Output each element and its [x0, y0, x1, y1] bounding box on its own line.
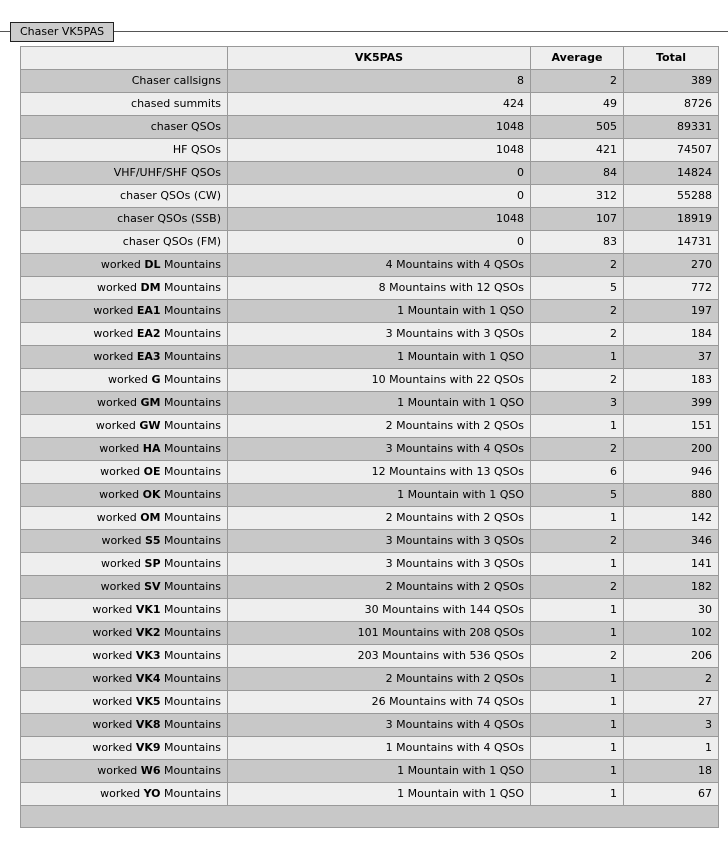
- row-callsign-prefix: DM: [140, 281, 161, 294]
- row-label-suffix: Mountains: [160, 373, 221, 386]
- row-label-suffix: Mountains: [160, 488, 221, 501]
- row-value-average: 84: [531, 162, 624, 185]
- header-empty-cell: [21, 47, 228, 70]
- row-value-total: 200: [624, 438, 719, 461]
- row-value-vk5pas: 1 Mountain with 1 QSO: [228, 392, 531, 415]
- row-label-suffix: Mountains: [160, 557, 221, 570]
- row-label-suffix: Mountains: [160, 764, 221, 777]
- row-label-text: worked: [93, 350, 137, 363]
- row-value-vk5pas: 8 Mountains with 12 QSOs: [228, 277, 531, 300]
- row-label: [21, 530, 228, 553]
- row-label: [21, 231, 228, 254]
- row-callsign-prefix: VK5: [135, 695, 161, 708]
- row-value-total: 182: [624, 576, 719, 599]
- row-value-average: 1: [531, 737, 624, 760]
- row-label: [21, 668, 228, 691]
- row-callsign-prefix: SV: [144, 580, 161, 593]
- table-row: [21, 507, 719, 530]
- row-label: [21, 599, 228, 622]
- row-value-vk5pas: 0: [228, 162, 531, 185]
- row-label-text: worked: [92, 741, 136, 754]
- row-callsign-prefix: VK4: [135, 672, 161, 685]
- row-label-text: worked: [97, 764, 141, 777]
- row-label-text: worked: [92, 649, 136, 662]
- row-value-average: 2: [531, 576, 624, 599]
- row-label: [21, 553, 228, 576]
- row-value-average: 1: [531, 553, 624, 576]
- row-label-suffix: Mountains: [160, 396, 221, 409]
- row-value-total: 102: [624, 622, 719, 645]
- table-row: [21, 208, 719, 231]
- row-label: [21, 461, 228, 484]
- row-value-vk5pas: 1 Mountain with 1 QSO: [228, 300, 531, 323]
- row-label: [21, 438, 228, 461]
- row-callsign-prefix: SP: [144, 557, 161, 570]
- row-value-vk5pas: 30 Mountains with 144 QSOs: [228, 599, 531, 622]
- row-value-total: 37: [624, 346, 719, 369]
- row-label-text: worked: [100, 580, 145, 593]
- row-callsign-prefix: EA1: [136, 304, 161, 317]
- row-value-total: 18: [624, 760, 719, 783]
- table-row: [21, 530, 719, 553]
- row-value-vk5pas: 1 Mountain with 1 QSO: [228, 484, 531, 507]
- row-label-suffix: Mountains: [160, 626, 221, 639]
- row-label-suffix: Mountains: [160, 465, 221, 478]
- row-value-vk5pas: 3 Mountains with 4 QSOs: [228, 438, 531, 461]
- row-label-text: worked: [95, 419, 140, 432]
- header-row: [21, 47, 719, 70]
- row-label: [21, 208, 228, 231]
- row-label-text: worked: [99, 488, 143, 501]
- row-label: [21, 369, 228, 392]
- row-label-suffix: Mountains: [160, 718, 221, 731]
- row-callsign-prefix: OE: [143, 465, 161, 478]
- row-label: [21, 415, 228, 438]
- row-label-suffix: Mountains: [160, 281, 221, 294]
- table-row: [21, 254, 719, 277]
- row-value-total: 89331: [624, 116, 719, 139]
- row-label: [21, 622, 228, 645]
- row-label: [21, 714, 228, 737]
- row-value-vk5pas: 2 Mountains with 2 QSOs: [228, 576, 531, 599]
- row-label-text: worked: [92, 603, 136, 616]
- row-value-total: 27: [624, 691, 719, 714]
- row-label: [21, 93, 228, 116]
- row-value-total: 14824: [624, 162, 719, 185]
- table-row: [21, 622, 719, 645]
- row-value-average: 1: [531, 714, 624, 737]
- table-row: [21, 323, 719, 346]
- row-value-total: 1: [624, 737, 719, 760]
- row-value-vk5pas: 0: [228, 185, 531, 208]
- row-callsign-prefix: HA: [142, 442, 161, 455]
- row-label-suffix: Mountains: [160, 603, 221, 616]
- row-value-vk5pas: 1 Mountain with 1 QSO: [228, 346, 531, 369]
- row-value-total: 74507: [624, 139, 719, 162]
- row-value-average: 49: [531, 93, 624, 116]
- row-value-vk5pas: 2 Mountains with 2 QSOs: [228, 415, 531, 438]
- row-value-vk5pas: 2 Mountains with 2 QSOs: [228, 668, 531, 691]
- row-label-suffix: Mountains: [160, 741, 221, 754]
- row-label-text: worked: [92, 672, 136, 685]
- row-value-average: 2: [531, 323, 624, 346]
- row-label: [21, 185, 228, 208]
- table-row: [21, 70, 719, 93]
- footer-cell: [21, 806, 719, 828]
- row-value-vk5pas: 0: [228, 231, 531, 254]
- table-row: [21, 231, 719, 254]
- table-row: [21, 691, 719, 714]
- row-value-total: 346: [624, 530, 719, 553]
- row-label: [21, 507, 228, 530]
- table-row: [21, 737, 719, 760]
- row-label-text: worked: [100, 787, 144, 800]
- row-value-total: 67: [624, 783, 719, 806]
- table-row: [21, 783, 719, 806]
- row-value-average: 2: [531, 300, 624, 323]
- row-label-suffix: Mountains: [160, 258, 221, 271]
- row-callsign-prefix: GM: [140, 396, 161, 409]
- row-callsign-prefix: OK: [142, 488, 161, 501]
- table-row: [21, 461, 719, 484]
- row-label-text: VHF/UHF/SHF QSOs: [113, 166, 221, 179]
- row-value-average: 1: [531, 622, 624, 645]
- row-callsign-prefix: GW: [139, 419, 161, 432]
- row-value-total: 946: [624, 461, 719, 484]
- row-value-vk5pas: 1 Mountain with 1 QSO: [228, 783, 531, 806]
- row-label-text: worked: [96, 511, 141, 524]
- row-value-average: 6: [531, 461, 624, 484]
- row-value-vk5pas: 3 Mountains with 3 QSOs: [228, 323, 531, 346]
- row-label: [21, 737, 228, 760]
- row-value-vk5pas: 2 Mountains with 2 QSOs: [228, 507, 531, 530]
- row-callsign-prefix: EA2: [136, 327, 161, 340]
- row-value-average: 2: [531, 254, 624, 277]
- row-value-average: 5: [531, 277, 624, 300]
- table-row: [21, 162, 719, 185]
- row-label: [21, 576, 228, 599]
- fieldset-legend: Chaser VK5PAS: [10, 22, 114, 42]
- row-label: [21, 645, 228, 668]
- table-row: [21, 369, 719, 392]
- row-label-suffix: Mountains: [160, 442, 221, 455]
- row-value-vk5pas: 4 Mountains with 4 QSOs: [228, 254, 531, 277]
- table-row: [21, 93, 719, 116]
- row-value-total: 206: [624, 645, 719, 668]
- row-callsign-prefix: DL: [144, 258, 161, 271]
- row-label: [21, 783, 228, 806]
- row-label-text: worked: [93, 304, 137, 317]
- row-value-vk5pas: 1 Mountain with 1 QSO: [228, 760, 531, 783]
- row-label: [21, 277, 228, 300]
- table-row: [21, 277, 719, 300]
- row-value-average: 1: [531, 668, 624, 691]
- row-label-text: worked: [93, 327, 137, 340]
- row-value-total: 183: [624, 369, 719, 392]
- row-value-total: 30: [624, 599, 719, 622]
- row-value-average: 2: [531, 438, 624, 461]
- row-value-total: 2: [624, 668, 719, 691]
- row-label-text: worked: [92, 626, 136, 639]
- row-label: [21, 346, 228, 369]
- chaser-stats-table: [20, 46, 719, 828]
- row-label-text: chaser QSOs (SSB): [117, 212, 221, 225]
- row-label-suffix: Mountains: [160, 511, 221, 524]
- row-value-average: 1: [531, 346, 624, 369]
- row-label-text: worked: [92, 718, 136, 731]
- row-value-total: 55288: [624, 185, 719, 208]
- row-value-vk5pas: 1 Mountains with 4 QSOs: [228, 737, 531, 760]
- row-value-vk5pas: 1048: [228, 208, 531, 231]
- row-value-average: 421: [531, 139, 624, 162]
- row-label: [21, 254, 228, 277]
- row-value-total: 151: [624, 415, 719, 438]
- table-row: [21, 392, 719, 415]
- row-label-suffix: Mountains: [160, 672, 221, 685]
- row-label: [21, 760, 228, 783]
- row-value-total: 142: [624, 507, 719, 530]
- row-label-suffix: Mountains: [160, 419, 221, 432]
- table-row: [21, 415, 719, 438]
- table-row: [21, 645, 719, 668]
- table-row: [21, 576, 719, 599]
- row-callsign-prefix: G: [151, 373, 161, 386]
- row-value-average: 3: [531, 392, 624, 415]
- row-label-suffix: Mountains: [160, 787, 221, 800]
- row-value-vk5pas: 203 Mountains with 536 QSOs: [228, 645, 531, 668]
- row-value-vk5pas: 1048: [228, 139, 531, 162]
- row-label-suffix: Mountains: [160, 327, 221, 340]
- row-value-total: 197: [624, 300, 719, 323]
- table-row: [21, 438, 719, 461]
- row-value-average: 1: [531, 760, 624, 783]
- row-callsign-prefix: VK3: [135, 649, 161, 662]
- row-label: [21, 691, 228, 714]
- table-row: [21, 668, 719, 691]
- row-value-vk5pas: 3 Mountains with 3 QSOs: [228, 530, 531, 553]
- row-label: [21, 116, 228, 139]
- row-value-vk5pas: 424: [228, 93, 531, 116]
- row-value-average: 2: [531, 70, 624, 93]
- row-value-average: 2: [531, 645, 624, 668]
- row-callsign-prefix: YO: [143, 787, 161, 800]
- table-row: [21, 346, 719, 369]
- row-value-total: 8726: [624, 93, 719, 116]
- row-callsign-prefix: OM: [140, 511, 161, 524]
- row-callsign-prefix: EA3: [136, 350, 161, 363]
- table-row: [21, 599, 719, 622]
- row-value-total: 18919: [624, 208, 719, 231]
- table-row: [21, 484, 719, 507]
- row-value-total: 3: [624, 714, 719, 737]
- row-value-vk5pas: 3 Mountains with 4 QSOs: [228, 714, 531, 737]
- row-value-total: 270: [624, 254, 719, 277]
- row-label-suffix: Mountains: [160, 649, 221, 662]
- row-value-total: 880: [624, 484, 719, 507]
- row-label-text: worked: [97, 396, 141, 409]
- row-value-total: 389: [624, 70, 719, 93]
- row-label-suffix: Mountains: [160, 350, 221, 363]
- row-value-total: 14731: [624, 231, 719, 254]
- row-label-text: worked: [101, 557, 145, 570]
- row-value-total: 772: [624, 277, 719, 300]
- row-label-suffix: Mountains: [160, 580, 221, 593]
- row-label-text: chased summits: [131, 97, 221, 110]
- row-value-vk5pas: 1048: [228, 116, 531, 139]
- table-row: [21, 553, 719, 576]
- row-label: [21, 70, 228, 93]
- row-label-text: worked: [108, 373, 152, 386]
- row-value-average: 5: [531, 484, 624, 507]
- header-vk5pas: VK5PAS: [228, 47, 531, 70]
- row-value-average: 83: [531, 231, 624, 254]
- row-value-average: 1: [531, 691, 624, 714]
- row-value-vk5pas: 12 Mountains with 13 QSOs: [228, 461, 531, 484]
- row-label-text: chaser QSOs (CW): [120, 189, 221, 202]
- row-label: [21, 323, 228, 346]
- table-row: [21, 116, 719, 139]
- row-value-total: 399: [624, 392, 719, 415]
- chaser-fieldset: [0, 25, 728, 828]
- row-label-suffix: Mountains: [160, 304, 221, 317]
- header-total: Total: [624, 47, 719, 70]
- row-callsign-prefix: VK9: [135, 741, 161, 754]
- row-callsign-prefix: S5: [144, 534, 161, 547]
- row-value-average: 1: [531, 507, 624, 530]
- row-value-vk5pas: 10 Mountains with 22 QSOs: [228, 369, 531, 392]
- row-value-vk5pas: 26 Mountains with 74 QSOs: [228, 691, 531, 714]
- row-label-text: worked: [100, 465, 144, 478]
- row-value-average: 107: [531, 208, 624, 231]
- row-label-text: worked: [96, 281, 141, 294]
- row-value-total: 141: [624, 553, 719, 576]
- table-row: [21, 760, 719, 783]
- table-row: [21, 185, 719, 208]
- row-value-average: 1: [531, 599, 624, 622]
- row-label-text: chaser QSOs (FM): [122, 235, 221, 248]
- row-value-average: 312: [531, 185, 624, 208]
- header-average: Average: [531, 47, 624, 70]
- row-callsign-prefix: VK1: [135, 603, 161, 616]
- row-label-suffix: Mountains: [160, 534, 221, 547]
- row-label-text: Chaser callsigns: [131, 74, 221, 87]
- row-value-average: 505: [531, 116, 624, 139]
- row-callsign-prefix: VK2: [135, 626, 161, 639]
- row-label-text: worked: [92, 695, 136, 708]
- footer-row: [21, 806, 719, 828]
- row-value-vk5pas: 3 Mountains with 3 QSOs: [228, 553, 531, 576]
- row-label: [21, 139, 228, 162]
- row-label-text: worked: [99, 442, 143, 455]
- row-value-total: 184: [624, 323, 719, 346]
- row-callsign-prefix: VK8: [135, 718, 161, 731]
- row-label-text: HF QSOs: [172, 143, 221, 156]
- row-value-average: 2: [531, 530, 624, 553]
- row-label-text: worked: [100, 258, 145, 271]
- row-value-average: 2: [531, 369, 624, 392]
- row-label-text: chaser QSOs: [150, 120, 221, 133]
- table-row: [21, 714, 719, 737]
- row-label: [21, 484, 228, 507]
- row-value-average: 1: [531, 415, 624, 438]
- row-callsign-prefix: W6: [140, 764, 161, 777]
- row-value-vk5pas: 101 Mountains with 208 QSOs: [228, 622, 531, 645]
- row-label: [21, 162, 228, 185]
- row-value-vk5pas: 8: [228, 70, 531, 93]
- row-label: [21, 392, 228, 415]
- row-label: [21, 300, 228, 323]
- table-row: [21, 300, 719, 323]
- table-row: [21, 139, 719, 162]
- row-label-suffix: Mountains: [160, 695, 221, 708]
- row-label-text: worked: [101, 534, 145, 547]
- row-value-average: 1: [531, 783, 624, 806]
